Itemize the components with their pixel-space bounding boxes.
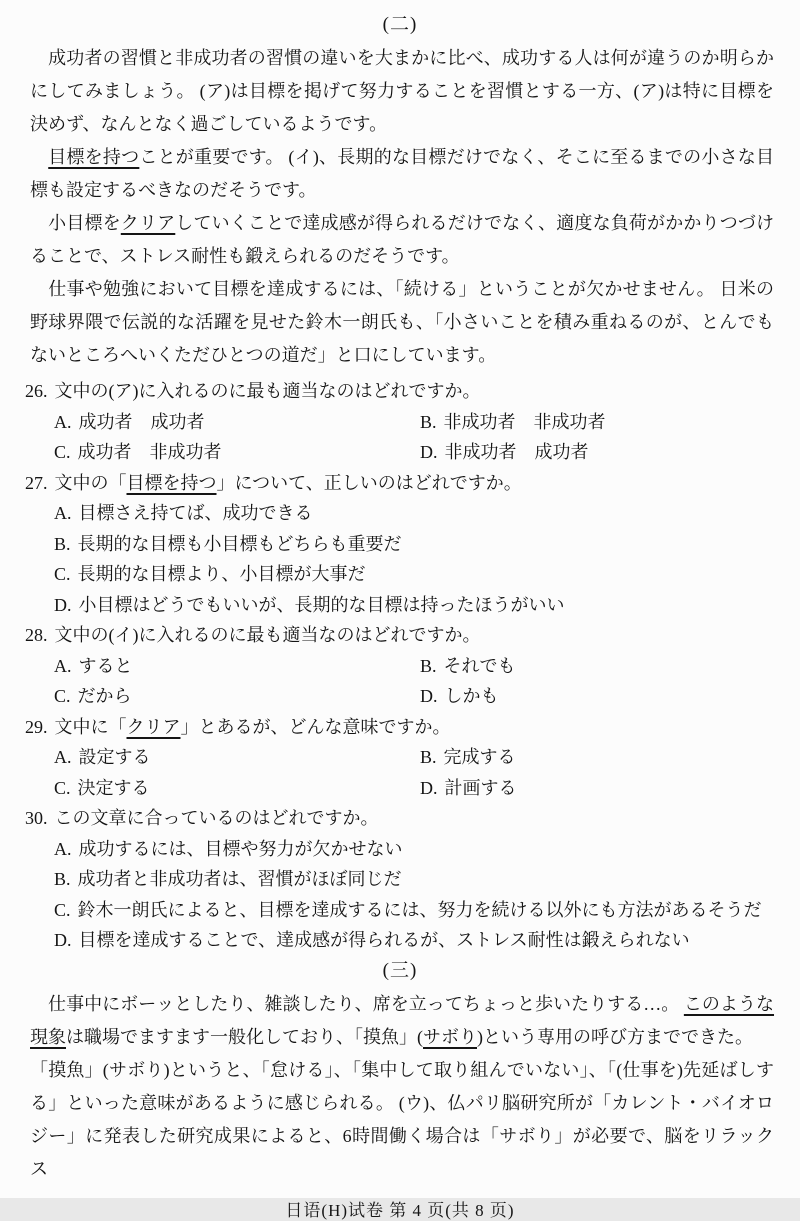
option-29-d — [420, 773, 780, 804]
option-text: 設定する — [78, 747, 151, 767]
option-label: B. — [54, 533, 71, 554]
question-28-options — [54, 651, 780, 712]
question-number: 26. — [25, 381, 48, 401]
option-text: 小目標はどうでもいいが、長期的な目標は持ったほうがいい — [78, 594, 565, 615]
question-number: 30. — [25, 808, 48, 828]
underlined-phrase: クリア — [126, 716, 181, 737]
passage-text: )という専用の呼び方までできた。 — [477, 1026, 753, 1047]
option-label: B. — [420, 411, 437, 432]
option-text: 決定する — [77, 777, 150, 798]
option-label: D. — [54, 930, 72, 950]
option-label: C. — [54, 442, 71, 462]
option-28-a — [54, 651, 420, 682]
option-label: B. — [420, 747, 437, 767]
underlined-phrase: サボり — [423, 1026, 477, 1047]
passage-2-paragraph-1 — [30, 42, 774, 141]
option-text: 長期的な目標より、小目標が大事だ — [77, 564, 366, 584]
option-27-a — [54, 498, 780, 529]
question-29-stem — [25, 712, 780, 743]
option-label: A. — [54, 838, 72, 859]
passage-text: 「摸魚」(サボり)というと、「怠ける」、「集中して取り組んでいない」、「(仕事を)先延ばしする」といった意味があるように感じられる。 (ウ)、仏パリ脳研究所が「カレント・バイオロジー」に発表した研究成果によると、6時間働く場合は「サボり」が必要で、脳をリラックス — [30, 1059, 774, 1179]
question-text: 文中の(ア)に入れるのに最も適当なのはどれですか。 — [54, 381, 481, 401]
passage-text — [30, 147, 48, 167]
option-text: 非成功者 非成功者 — [443, 411, 606, 432]
question-number: 28. — [25, 625, 48, 645]
section-3-title: (三) — [382, 959, 418, 981]
option-label: A. — [54, 503, 72, 523]
option-27-d — [54, 590, 780, 621]
question-text: 文中の「 — [54, 472, 127, 493]
underlined-phrase: 目標を持つ — [126, 472, 217, 493]
passage-text: 小目標を — [30, 213, 121, 233]
option-text: 非成功者 成功者 — [444, 442, 589, 462]
passage-2-paragraph-4 — [30, 273, 774, 372]
option-label: B. — [420, 655, 437, 676]
question-29 — [25, 712, 780, 804]
option-29-c — [54, 773, 420, 804]
passage-text: は職場でますます一般化しており、「摸魚」( — [66, 1026, 423, 1047]
option-label: A. — [54, 655, 72, 676]
section-2-title: (二) — [382, 14, 418, 35]
option-26-a — [54, 407, 420, 438]
underlined-phrase: 目標を持つ — [48, 147, 140, 167]
option-28-b — [420, 651, 780, 682]
option-label: A. — [54, 411, 72, 432]
option-26-b — [420, 407, 780, 438]
passage-text: 成功者の習慣と非成功者の習慣の違いを大まかに比べ、成功する人は何が違うのか明らかにしてみましょう。 (ア)は目標を掲げて努力することを習慣とする一方、(ア)は特に目標を決めず、なんとなく過ごしているようです。 — [30, 48, 774, 134]
question-30-options — [54, 834, 780, 956]
option-text: 成功者 成功者 — [78, 411, 205, 432]
option-text: すると — [78, 655, 133, 676]
option-30-a — [54, 834, 780, 865]
option-text: 計画する — [444, 777, 517, 798]
option-27-b — [54, 529, 780, 560]
question-text: 」とあるが、どんな意味ですか。 — [180, 716, 451, 737]
option-28-c — [54, 681, 420, 712]
option-label: D. — [54, 594, 72, 615]
option-label: C. — [54, 686, 71, 706]
question-27-stem — [25, 468, 780, 499]
option-27-c — [54, 559, 780, 590]
passage-2-paragraph-2 — [30, 141, 774, 207]
passage-text: していくことで達成感が得られるだけでなく、適度な負荷がかかりつづけることで、ストレス耐性も鍛えられるのだそうです。 — [30, 213, 775, 266]
option-text: 成功者 非成功者 — [77, 442, 222, 462]
passage-text: ことが重要です。 (イ)、長期的な目標だけでなく、そこに至るまでの小さな目標も設定するべきなのだそうです。 — [30, 147, 775, 200]
passage-3-paragraph-2 — [30, 1054, 774, 1186]
option-label: D. — [420, 777, 438, 798]
questions-block — [0, 372, 800, 956]
question-26 — [25, 376, 780, 468]
question-text: 文中の(イ)に入れるのに最も適当なのはどれですか。 — [54, 625, 481, 645]
passage-3 — [0, 986, 800, 1186]
underlined-phrase: このような現象 — [30, 993, 775, 1047]
question-27 — [25, 468, 780, 621]
option-text: だから — [77, 686, 132, 706]
option-label: A. — [54, 747, 72, 767]
question-text: 」について、正しいのはどれですか。 — [216, 472, 522, 493]
option-text: 成功者と非成功者は、習慣がほぼ同じだ — [77, 869, 402, 889]
option-text: 長期的な目標も小目標もどちらも重要だ — [77, 533, 402, 554]
option-26-c — [54, 437, 420, 468]
passage-2 — [0, 40, 800, 372]
option-29-b — [420, 742, 780, 773]
option-29-a — [54, 742, 420, 773]
option-30-c — [54, 895, 780, 926]
question-26-options — [54, 407, 780, 468]
option-26-d — [420, 437, 780, 468]
option-text: それでも — [443, 655, 516, 676]
question-30 — [25, 803, 780, 956]
question-number: 27. — [25, 472, 48, 493]
option-30-b — [54, 864, 780, 895]
question-26-stem — [25, 376, 780, 407]
option-label: B. — [54, 869, 71, 889]
page-footer: 日语(H)试卷 第 4 页(共 8 页) — [285, 1200, 515, 1220]
question-29-options — [54, 742, 780, 803]
question-30-stem — [25, 803, 780, 834]
option-text: 成功するには、目標や努力が欠かせない — [78, 838, 403, 859]
question-number: 29. — [25, 716, 48, 737]
option-label: C. — [54, 777, 71, 798]
option-label: C. — [54, 564, 71, 584]
question-28-stem — [25, 620, 780, 651]
passage-2-paragraph-3 — [30, 207, 774, 273]
question-text: 文中に「 — [54, 716, 127, 737]
underlined-phrase: クリア — [120, 213, 176, 233]
option-label: C. — [54, 899, 71, 920]
option-30-d — [54, 925, 780, 956]
question-28 — [25, 620, 780, 712]
option-text: 鈴木一朗氏によると、目標を達成するには、努力を続ける以外にも方法があるそうだ — [77, 899, 762, 920]
option-text: 目標を達成することで、達成感が得られるが、ストレス耐性は鍛えられない — [78, 930, 690, 950]
passage-3-paragraph-1 — [30, 988, 774, 1054]
passage-text: 仕事中にボーッとしたり、雑談したり、席を立ってちょっと歩いたりする…。 — [30, 993, 684, 1014]
question-text: この文章に合っているのはどれですか。 — [54, 808, 379, 828]
option-28-d — [420, 681, 780, 712]
option-label: D. — [420, 686, 438, 706]
option-label: D. — [420, 442, 438, 462]
option-text: 目標さえ持てば、成功できる — [78, 503, 313, 523]
option-text: しかも — [444, 686, 499, 706]
question-27-options — [54, 498, 780, 620]
option-text: 完成する — [443, 747, 516, 767]
passage-text: 仕事や勉強において目標を達成するには、「続ける」ということが欠かせません。 日米の野球界隈で伝説的な活躍を見せた鈴木一朗氏も、「小さいことを積み重ねるのが、とんでもないところへいくただひとつの道だ」と口にしています。 — [30, 279, 774, 365]
